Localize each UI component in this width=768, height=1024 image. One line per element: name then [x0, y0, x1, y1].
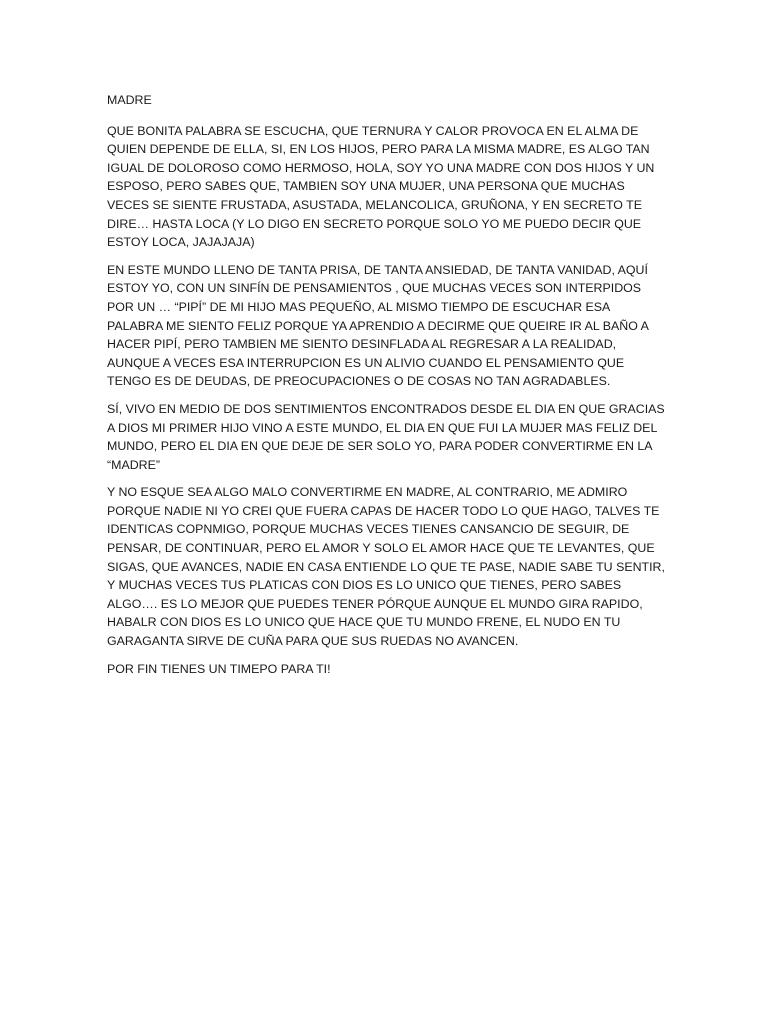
paragraph-1: QUE BONITA PALABRA SE ESCUCHA, QUE TERNURA Y CALOR PROVOCA EN EL ALMA DE QUIEN DEPENDE DE ELLA, SI, EN LOS HIJOS, PERO PARA LA MISMA MADRE, ES ALGO TAN IGUAL DE DOLOROSO COMO HERMOSO, HOLA, SOY YO UNA MADRE CON DOS HIJOS Y UN ESPOSO, PERO SABES QUE, TAMBIEN SOY UNA MUJER, UNA PERSONA QUE MUCHAS VECES SE SIENTE FRUSTADA, ASUSTADA, MELANCOLICA, GRUÑONA, Y EN SECRETO TE DIRE… HASTA LOCA (Y LO DIGO EN SECRETO PORQUE SOLO YO ME PUEDO DECIR QUE ESTOY LOCA, JAJAJAJA) [107, 123, 655, 250]
document-title: MADRE [107, 93, 152, 107]
document-body [107, 91, 667, 687]
paragraph-5: POR FIN TIENES UN TIMEPO PARA TI! [107, 661, 331, 676]
paragraph-3: SÍ, VIVO EN MEDIO DE DOS SENTIMIENTOS ENCONTRADOS DESDE EL DIA EN QUE GRACIAS A DIOS MI PRIMER HIJO VINO A ESTE MUNDO, EL DIA EN QUE FUI LA MUJER MAS FELIZ DEL MUNDO, PERO EL DIA EN QUE DEJE DE SER SOLO YO, PARA PODER CONVERTIRME EN LA “MADRE” [107, 401, 665, 472]
paragraph-4: Y NO ESQUE SEA ALGO MALO CONVERTIRME EN MADRE, AL CONTRARIO, ME ADMIRO PORQUE NADIE NI YO CREI QUE FUERA CAPAS DE HACER TODO LO QUE HAGO, TALVES TE IDENTICAS COPNMIGO, PORQUE MUCHAS VECES TIENES CANSANCIO DE SEGUIR, DE PENSAR, DE CONTINUAR, PERO EL AMOR Y SOLO EL AMOR HACE QUE TE LEVANTES, QUE SIGAS, QUE AVANCES, NADIE EN CASA ENTIENDE LO QUE TE PASE, NADIE SABE TU SENTIR, Y MUCHAS VECES TUS PLATICAS CON DIOS ES LO UNICO QUE TIENES, PERO SABES ALGO…. ES LO MEJOR QUE PUEDES TENER PÓRQUE AUNQUE EL MUNDO GIRA RAPIDO, HABALR CON DIOS ES LO UNICO QUE HACE QUE TU MUNDO FRENE, EL NUDO EN TU GARAGANTA SIRVE DE CUÑA PARA QUE SUS RUEDAS NO AVANCEN. [107, 485, 665, 649]
paragraph-2: EN ESTE MUNDO LLENO DE TANTA PRISA, DE TANTA ANSIEDAD, DE TANTA VANIDAD, AQUÍ ESTOY YO, CON UN SINFÍN DE PENSAMIENTOS , QUE MUCHAS VECES SON INTERPIDOS POR UN … “PIPÍ” DE MI HIJO MAS PEQUEÑO, AL MISMO TIEMPO DE ESCUCHAR ESA PALABRA ME SIENTO FELIZ PORQUE YA APRENDIO A DECIRME QUE QUEIRE IR AL BAÑO A HACER PIPÍ, PERO TAMBIEN ME SIENTO DESINFLADA AL REGRESAR A LA REALIDAD, AUNQUE A VECES ESA INTERRUPCION ES UN ALIVIO CUANDO EL PENSAMIENTO QUE TENGO ES DE DEUDAS, DE PREOCUPACIONES O DE COSAS NO TAN AGRADABLES. [107, 262, 649, 389]
